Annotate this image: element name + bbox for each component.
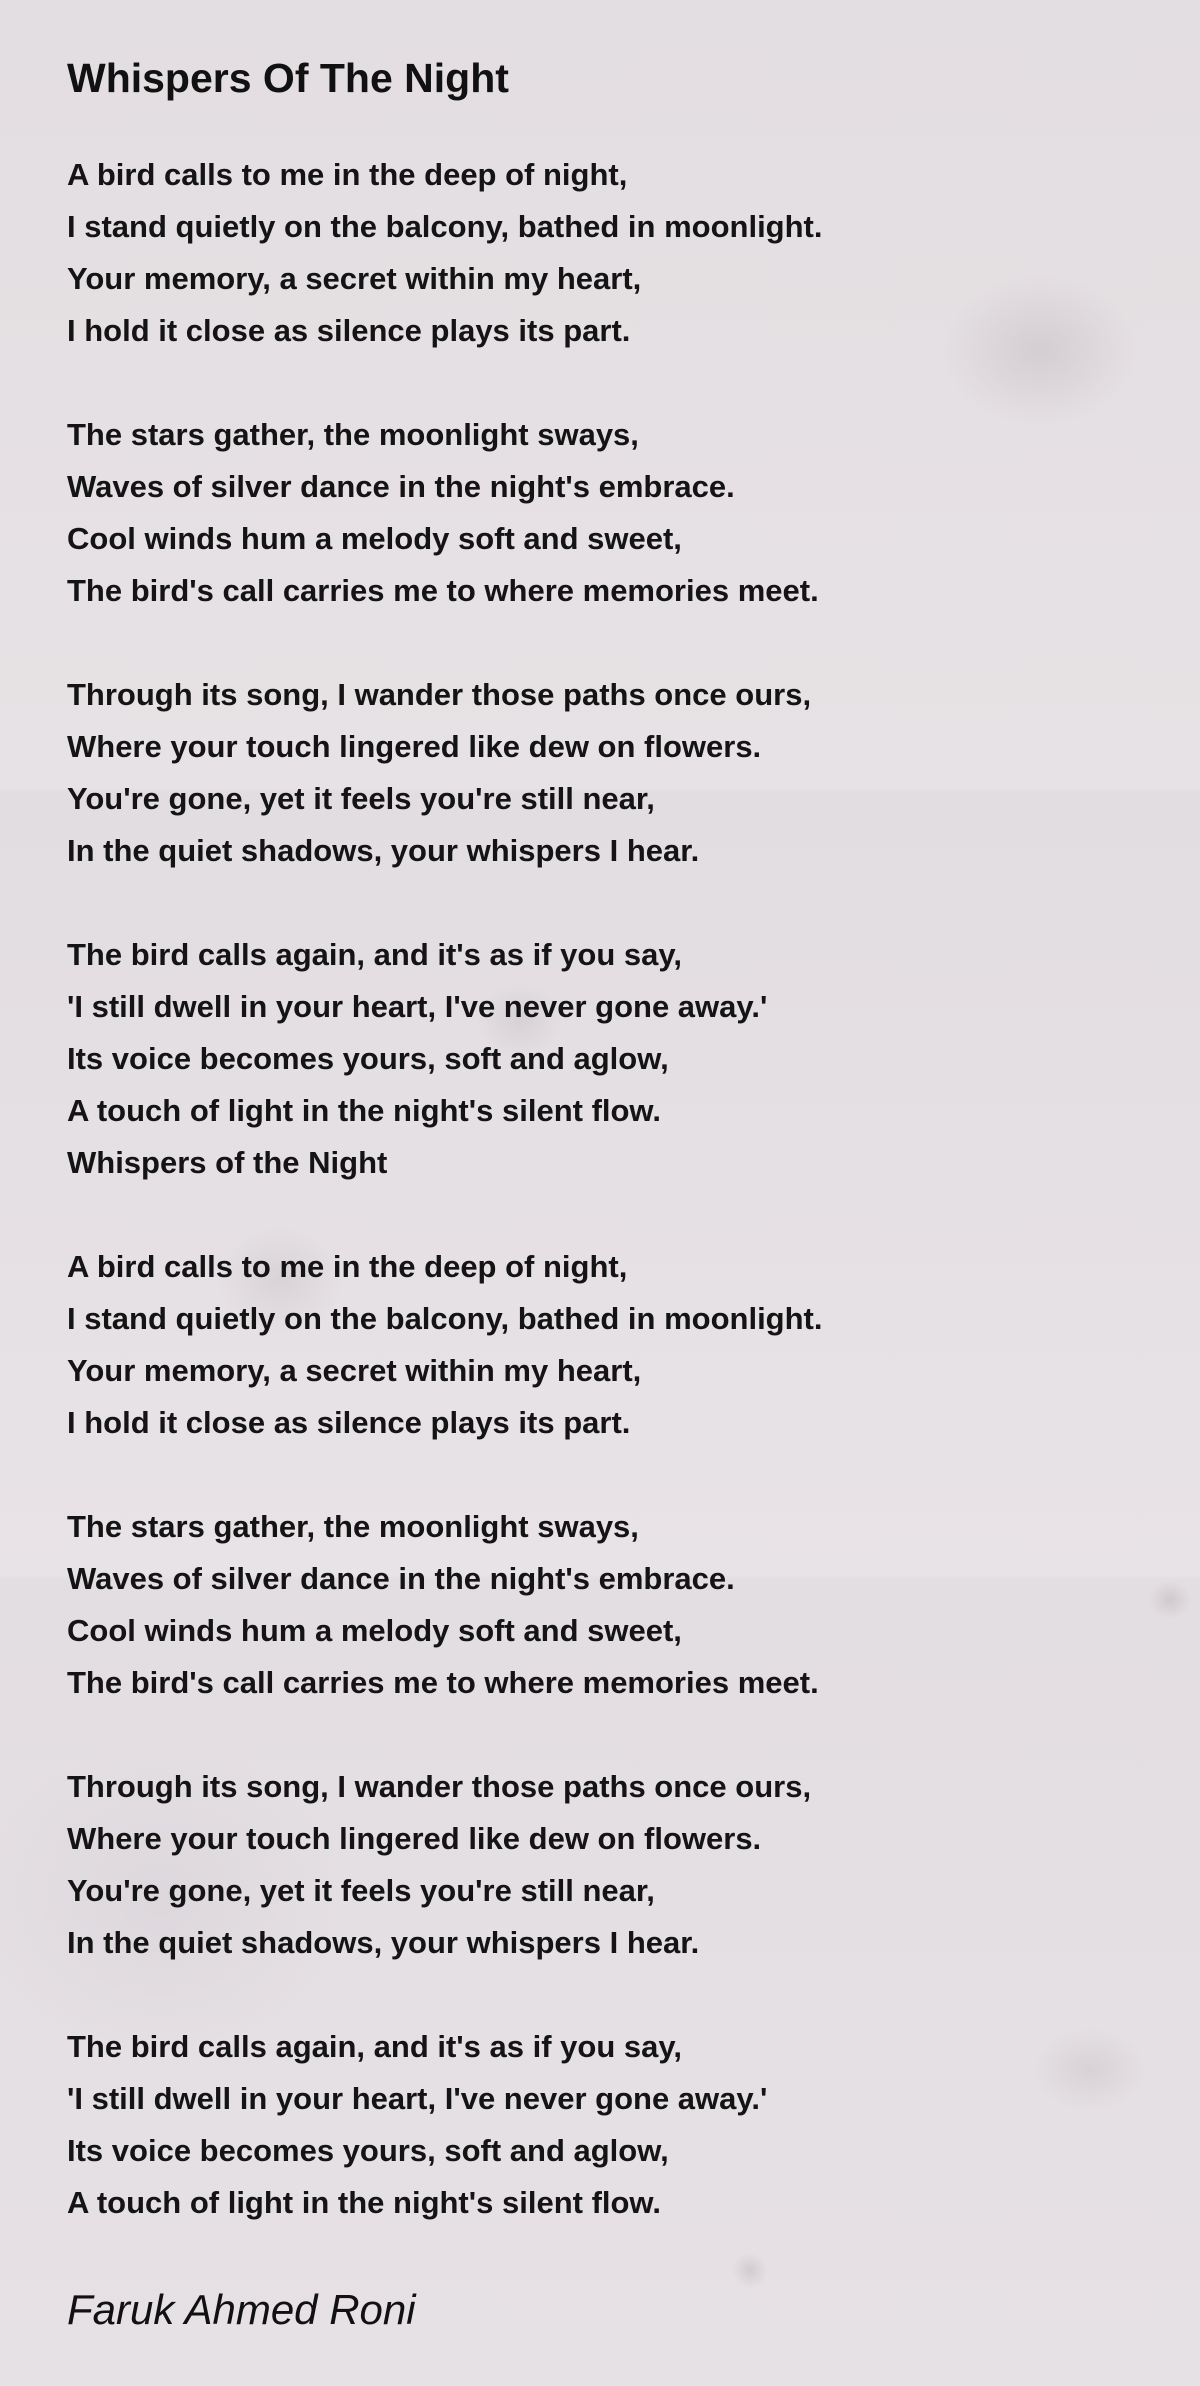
poem-line: The bird's call carries me to where memories meet. xyxy=(67,573,819,608)
poem-line: I stand quietly on the balcony, bathed in moonlight. xyxy=(67,1301,823,1336)
stanza-gap xyxy=(67,617,1167,669)
poem-line: The stars gather, the moonlight sways, xyxy=(67,1509,639,1544)
poem-line: Where your touch lingered like dew on flowers. xyxy=(67,729,762,764)
poem-line: Its voice becomes yours, soft and aglow, xyxy=(67,2133,669,2168)
poem-line: Whispers of the Night xyxy=(67,1145,388,1180)
poem-line: Your memory, a secret within my heart, xyxy=(67,261,642,296)
poem-title: Whispers Of The Night xyxy=(67,55,509,101)
poem-line: Its voice becomes yours, soft and aglow, xyxy=(67,1041,669,1076)
stanza-gap xyxy=(67,1189,1167,1241)
poem-line: Through its song, I wander those paths once ours, xyxy=(67,1769,812,1804)
poem-line: I hold it close as silence plays its part. xyxy=(67,1405,631,1440)
poem-line: The stars gather, the moonlight sways, xyxy=(67,417,639,452)
poem-line: A bird calls to me in the deep of night, xyxy=(67,1249,628,1284)
poem-line: I stand quietly on the balcony, bathed in moonlight. xyxy=(67,209,823,244)
poem-line: Waves of silver dance in the night's embrace. xyxy=(67,469,735,504)
poem-line: 'I still dwell in your heart, I've never gone away.' xyxy=(67,2081,768,2116)
poem-line: I hold it close as silence plays its part. xyxy=(67,313,631,348)
stanza-gap xyxy=(67,1449,1167,1501)
poem-line: In the quiet shadows, your whispers I hear. xyxy=(67,833,700,868)
poem-line: The bird calls again, and it's as if you say, xyxy=(67,2029,682,2064)
poem-line: In the quiet shadows, your whispers I hear. xyxy=(67,1925,700,1960)
poem-line: Cool winds hum a melody soft and sweet, xyxy=(67,521,682,556)
poem-line: A bird calls to me in the deep of night, xyxy=(67,157,628,192)
poem-line: The bird calls again, and it's as if you say, xyxy=(67,937,682,972)
stanza-gap xyxy=(67,1709,1167,1761)
poem-line: You're gone, yet it feels you're still near, xyxy=(67,1873,655,1908)
stanza-gap xyxy=(67,357,1167,409)
poem-line: You're gone, yet it feels you're still near, xyxy=(67,781,655,816)
stanza-gap xyxy=(67,1969,1167,2021)
poem-line: Cool winds hum a melody soft and sweet, xyxy=(67,1613,682,1648)
poem-author: Faruk Ahmed Roni xyxy=(67,2286,416,2333)
poem-line: Where your touch lingered like dew on flowers. xyxy=(67,1821,762,1856)
poem-line: Through its song, I wander those paths once ours, xyxy=(67,677,812,712)
poem-line: 'I still dwell in your heart, I've never gone away.' xyxy=(67,989,768,1024)
poem-line: A touch of light in the night's silent flow. xyxy=(67,1093,662,1128)
poem-line: Waves of silver dance in the night's embrace. xyxy=(67,1561,735,1596)
poem-body xyxy=(67,149,1167,2229)
poem-line: A touch of light in the night's silent flow. xyxy=(67,2185,662,2220)
poem-line: Your memory, a secret within my heart, xyxy=(67,1353,642,1388)
poem-line: The bird's call carries me to where memories meet. xyxy=(67,1665,819,1700)
stanza-gap xyxy=(67,877,1167,929)
